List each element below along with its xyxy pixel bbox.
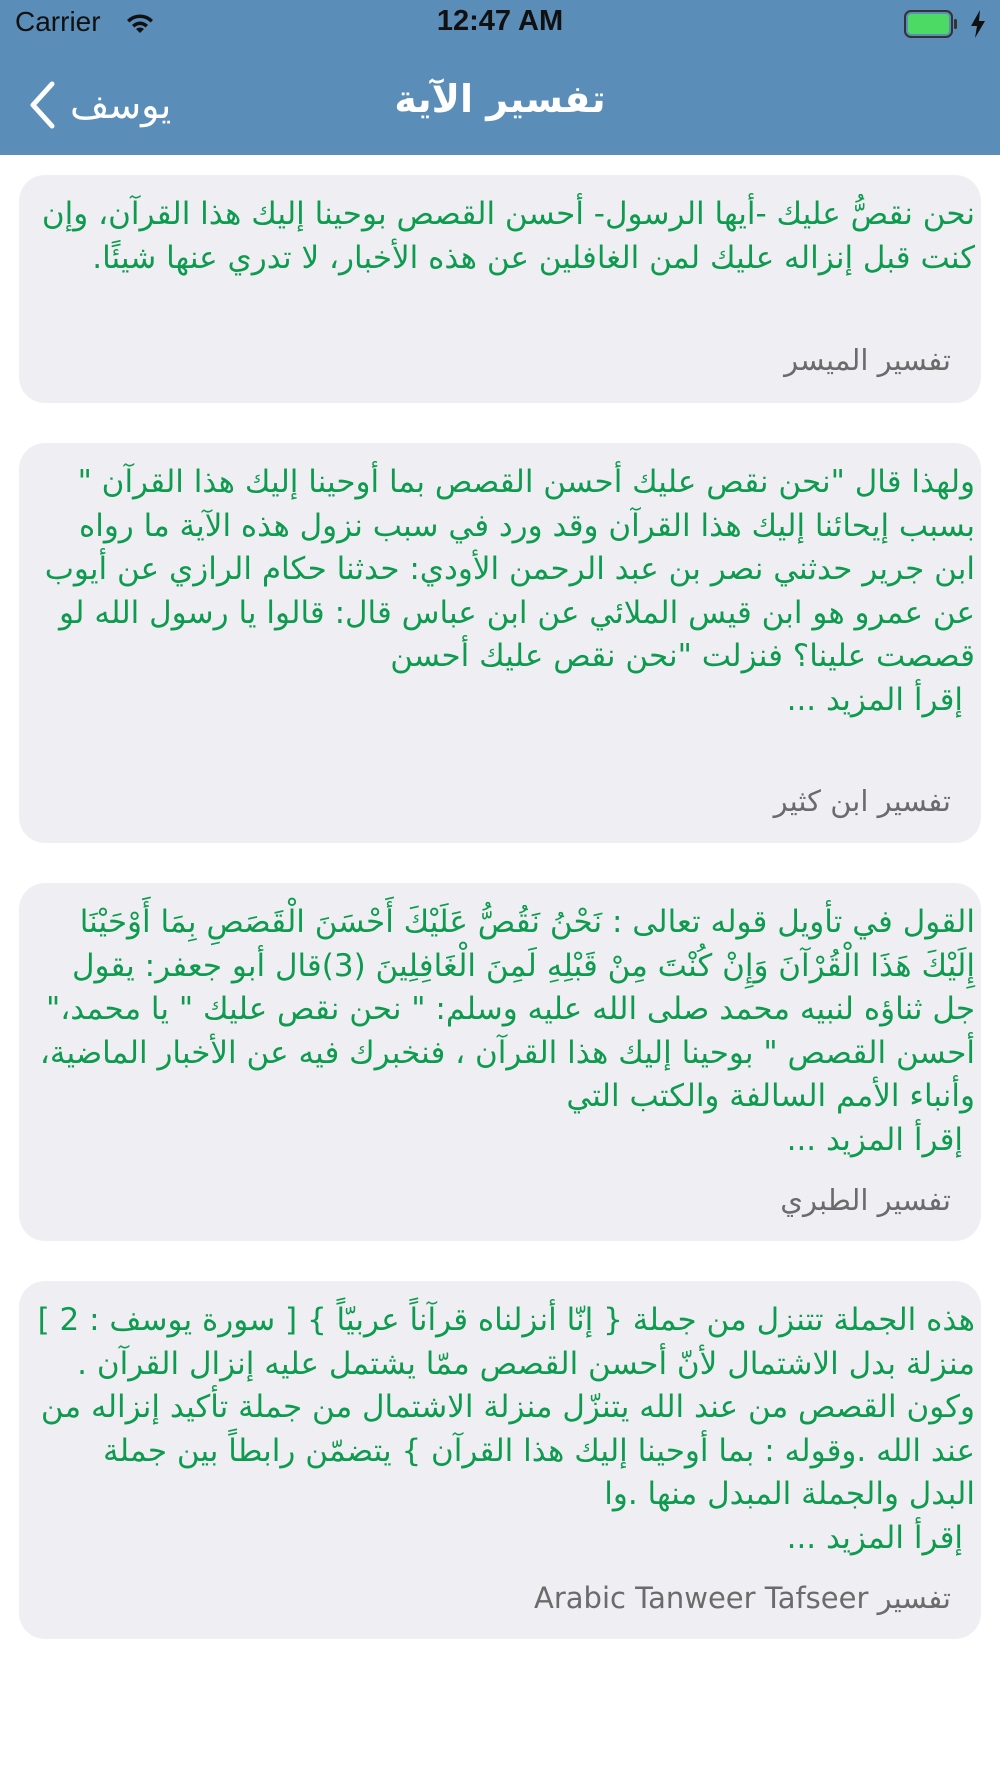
battery-icon [904, 10, 958, 38]
clock: 12:47 AM [436, 5, 564, 37]
read-more-link[interactable]: إقرأ المزيد ... [786, 1121, 963, 1158]
charging-bolt-icon [969, 9, 987, 39]
tafsir-source: تفسير الميسر [784, 343, 951, 377]
status-bar [0, 0, 1000, 50]
app-header [0, 0, 1000, 155]
tafsir-source: تفسير ابن كثير [773, 784, 951, 818]
tafsir-card-tanweer[interactable] [19, 1281, 981, 1639]
read-more-link[interactable]: إقرأ المزيد ... [786, 681, 963, 718]
tafsir-text: القول في تأويل قوله تعالى : نَحْنُ نَقُصُّ عَلَيْكَ أَحْسَنَ الْقَصَصِ بِمَا أَوْحَيْنَا إِلَيْكَ هَذَا الْقُرْآنَ وَإِنْ كُنْتَ مِنْ قَبْلِهِ لَمِنَ الْغَافِلِينَ (3)قال أبو جعفر: يقول جل ثناؤه لنبيه محمد صلى الله عليه وسلم: " نحن نقص عليك " يا محمد،" أحسن القصص " بوحينا إليك هذا القرآن ، فنخبرك فيه عن الأخبار الماضية، وأنباء الأمم السالفة والكتب التي إقرأ المزيد ... [33, 901, 975, 1162]
tafsir-source: تفسير الطبري [780, 1183, 951, 1217]
read-more-link[interactable]: إقرأ المزيد ... [786, 1519, 963, 1556]
tafsir-card-ibn-kathir[interactable] [19, 443, 981, 843]
back-label: يوسف [70, 83, 172, 127]
tafsir-text: هذه الجملة تتنزل من جملة { إنّا أنزلناه قرآناً عربيّاً } [ سورة يوسف : 2 ] منزلة بدل الاشتمال لأنّ أحسن القصص ممّا يشتمل عليه إنزال القرآن . وكون القصص من عند الله يتنزّل منزلة الاشتمال من جملة تأكيد إنزاله من عند الله .وقوله : بما أوحينا إليك هذا القرآن } يتضمّن رابطاً بين جملة البدل والجملة المبدل منها .وا إقرأ المزيد ... [33, 1299, 975, 1560]
tafsir-text: نحن نقصُّ عليك -أيها الرسول- أحسن القصص بوحينا إليك هذا القرآن، وإن كنت قبل إنزاله عليك لمن الغافلين عن هذه الأخبار، لا تدري عنها شيئًا. [41, 196, 975, 276]
navigation-bar [0, 55, 1000, 150]
tafsir-source: تفسير Arabic Tanweer Tafseer [534, 1581, 951, 1615]
page-title: تفسير الآية [394, 77, 606, 121]
carrier-label: Carrier [15, 6, 101, 37]
tafsir-card-muyassar[interactable] [19, 175, 981, 403]
tafsir-card-tabari[interactable] [19, 883, 981, 1241]
tafsir-text: ولهذا قال "نحن نقص عليك أحسن القصص بما أوحينا إليك هذا القرآن " بسبب إيحائنا إليك هذا القرآن وقد ورد في سبب نزول هذه الآية ما رواه ابن جرير حدثني نصر بن عبد الرحمن الأودي: حدثنا حكام الرازي عن أيوب عن عمرو هو ابن قيس الملائي عن ابن عباس قال: قالوا يا رسول الله لو قصصت علينا؟ فنزلت "نحن نقص عليك أحسن إقرأ المزيد ... [33, 461, 975, 722]
